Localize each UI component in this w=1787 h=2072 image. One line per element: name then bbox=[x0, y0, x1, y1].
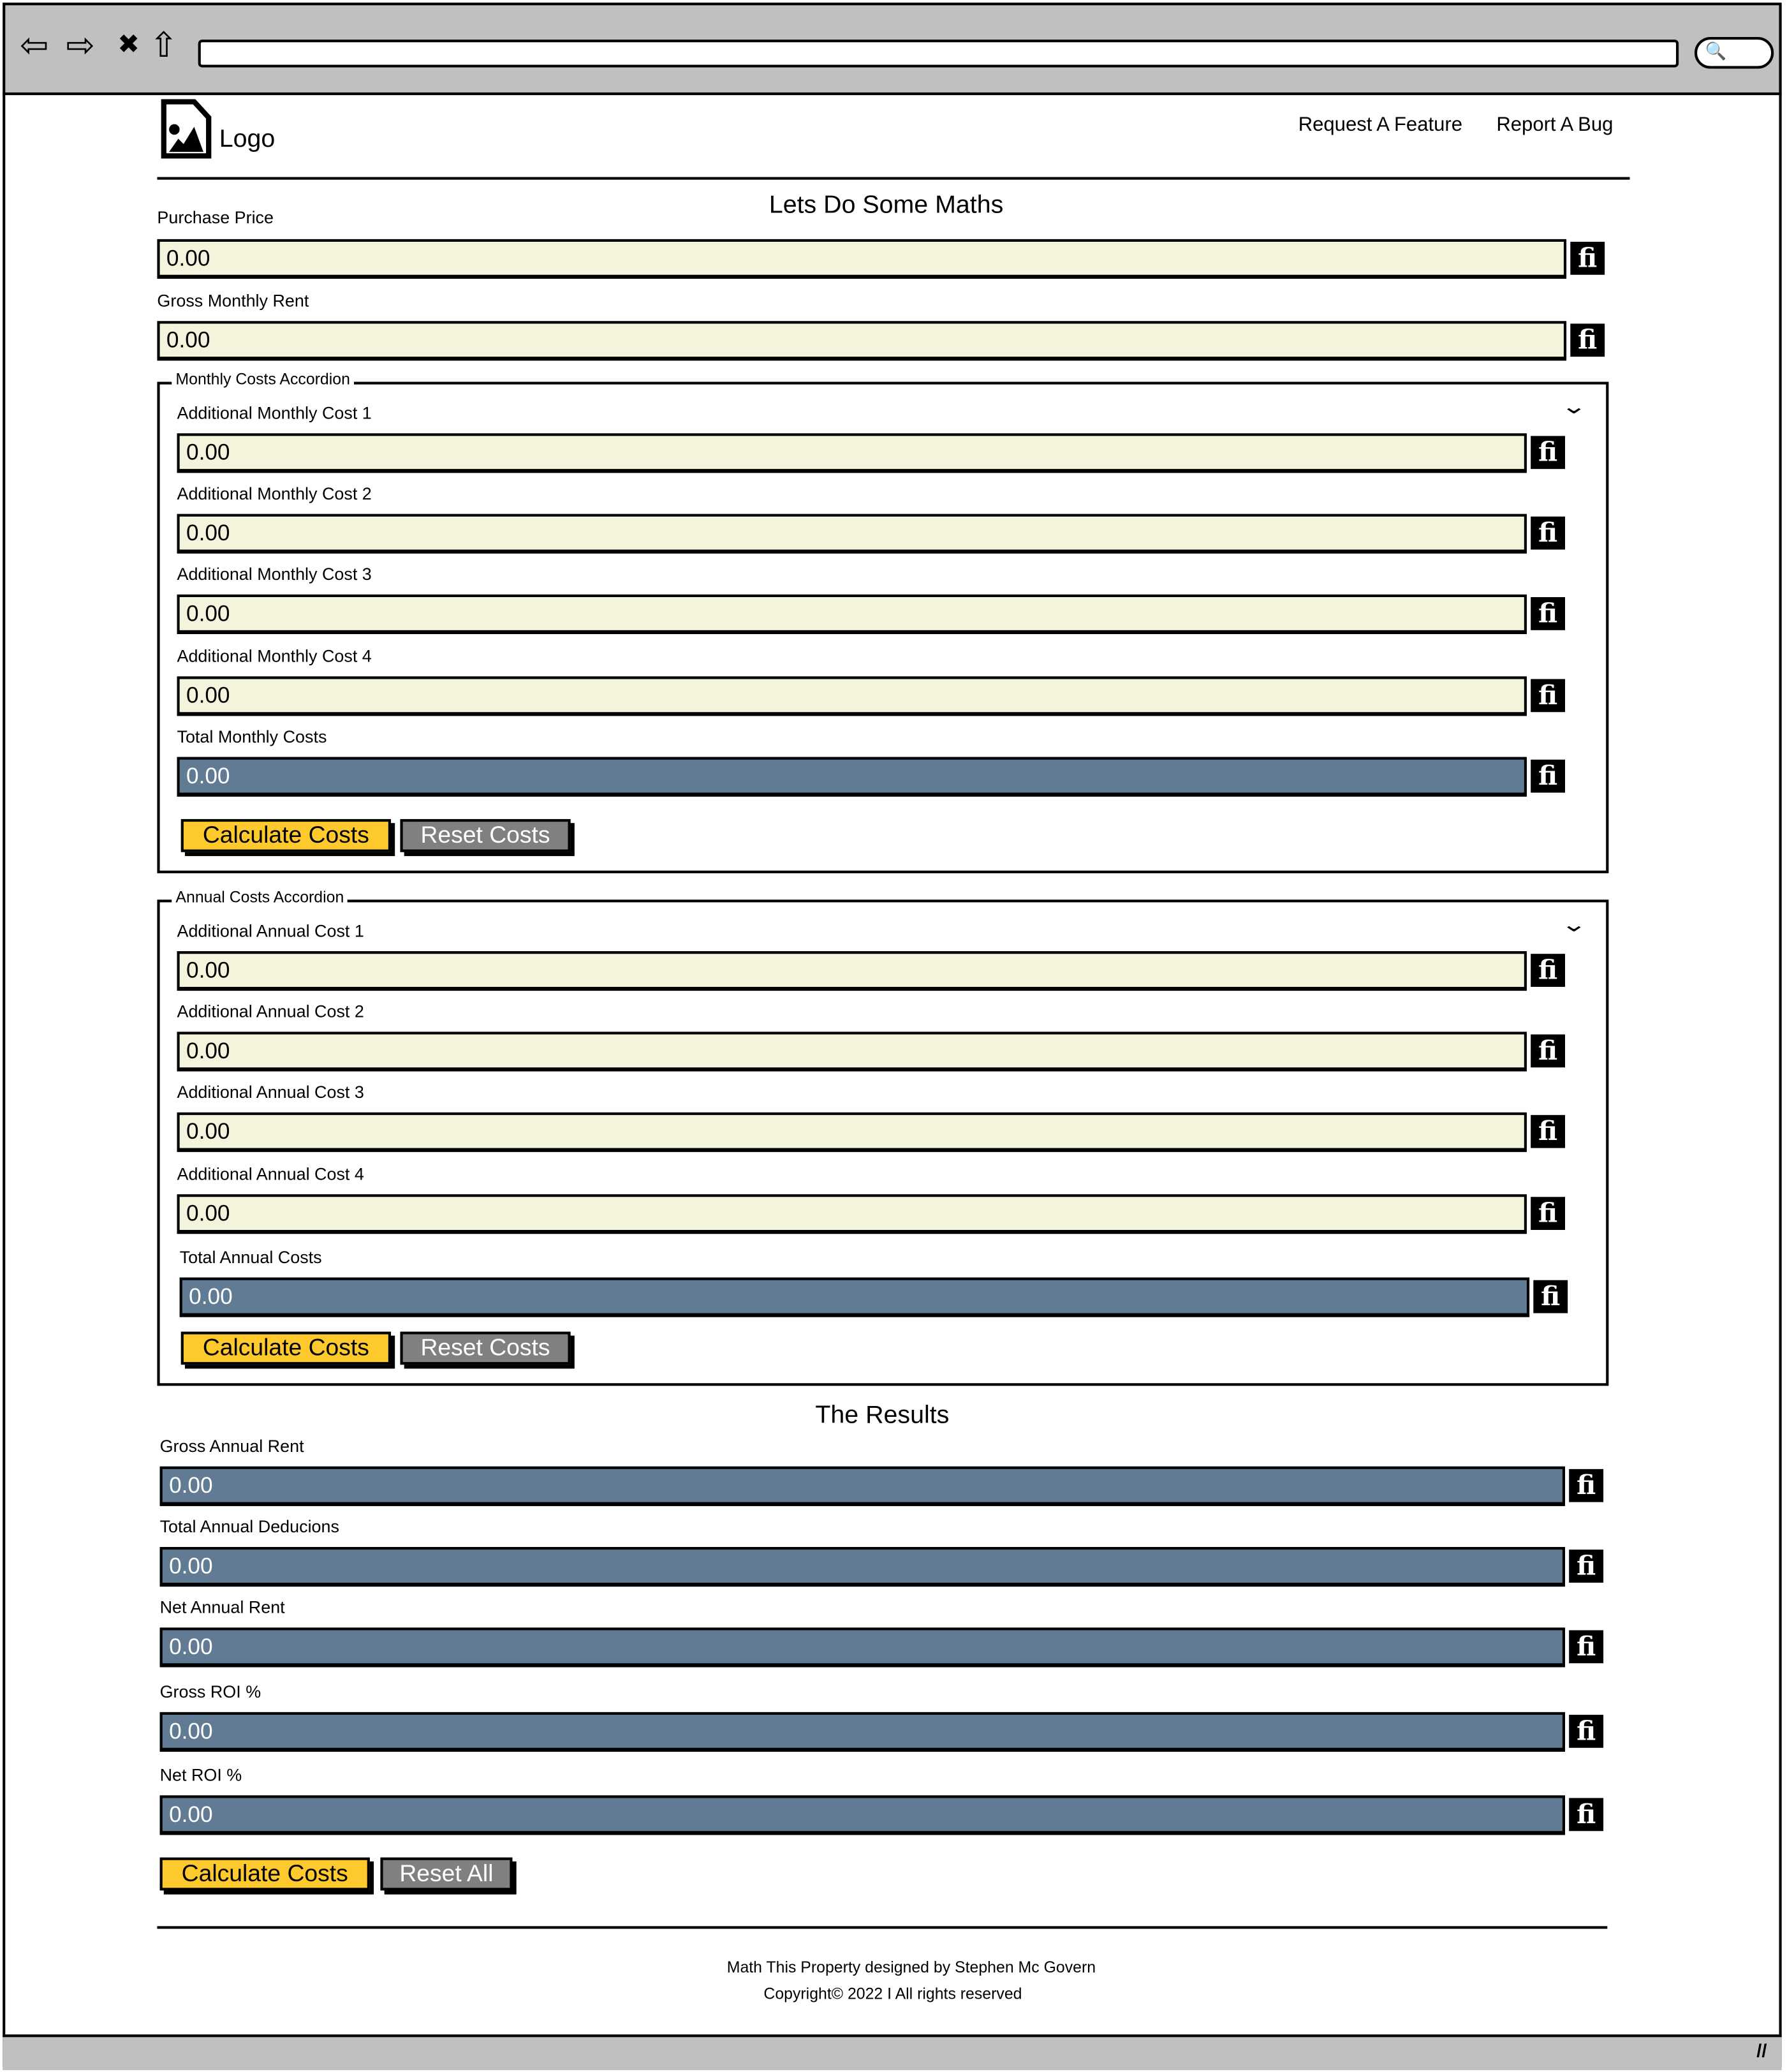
search-box[interactable] bbox=[1695, 37, 1774, 69]
field-label: Total Annual Costs bbox=[179, 1247, 322, 1267]
field-label: Additional Annual Cost 2 bbox=[177, 1001, 364, 1021]
info-icon[interactable]: fi bbox=[1531, 679, 1565, 712]
info-icon[interactable]: fi bbox=[1533, 1280, 1568, 1314]
field-label: Total Monthly Costs bbox=[177, 726, 327, 747]
output-field[interactable]: 0.00 bbox=[180, 1278, 1529, 1317]
forward-icon[interactable]: ⇨ bbox=[66, 25, 95, 65]
field-label: Purchase Price bbox=[157, 207, 274, 228]
output-field[interactable]: 0.00 bbox=[160, 1547, 1565, 1587]
field-label: Total Annual Deducions bbox=[159, 1516, 339, 1537]
resize-handle-icon[interactable]: // bbox=[1756, 2039, 1767, 2061]
page-title: Lets Do Some Maths bbox=[768, 191, 1004, 219]
chevron-down-icon[interactable]: ⌄ bbox=[1561, 396, 1587, 419]
search-icon: 🔍 bbox=[1705, 41, 1727, 61]
footer-credit: Math This Property designed by Stephen Mc Govern bbox=[726, 1958, 1096, 1977]
info-icon[interactable]: fi bbox=[1569, 1630, 1603, 1663]
info-icon[interactable]: fi bbox=[1570, 323, 1605, 357]
info-icon[interactable]: fi bbox=[1531, 436, 1565, 469]
info-icon[interactable]: fi bbox=[1569, 1469, 1603, 1502]
calculate-results-button[interactable]: Calculate Costs bbox=[160, 1858, 370, 1891]
chevron-down-icon[interactable]: ⌄ bbox=[1561, 914, 1587, 937]
info-icon[interactable]: fi bbox=[1531, 954, 1565, 987]
report-bug-link[interactable]: Report A Bug bbox=[1496, 114, 1614, 137]
info-icon[interactable]: fi bbox=[1569, 1798, 1603, 1831]
field-label: Gross Annual Rent bbox=[159, 1436, 304, 1456]
info-icon[interactable]: fi bbox=[1569, 1550, 1603, 1583]
field-label: Additional Monthly Cost 2 bbox=[177, 483, 372, 504]
field-label: Additional Annual Cost 4 bbox=[177, 1164, 364, 1184]
calculate-annual-costs-button[interactable]: Calculate Costs bbox=[181, 1331, 391, 1365]
output-field[interactable]: 0.00 bbox=[160, 1627, 1565, 1667]
input-field[interactable]: 0.00 bbox=[157, 239, 1566, 279]
info-icon[interactable]: fi bbox=[1531, 760, 1565, 793]
status-bar bbox=[3, 2034, 1782, 2070]
field-label: Additional Annual Cost 1 bbox=[177, 921, 364, 941]
input-field[interactable]: 0.00 bbox=[177, 1032, 1527, 1071]
stop-icon[interactable]: ✖ bbox=[117, 30, 140, 60]
info-icon[interactable]: fi bbox=[1570, 242, 1605, 275]
info-icon[interactable]: fi bbox=[1531, 597, 1565, 630]
results-title: The Results bbox=[815, 1402, 950, 1430]
reset-all-button[interactable]: Reset All bbox=[380, 1858, 512, 1891]
output-field[interactable]: 0.00 bbox=[177, 757, 1527, 797]
reset-annual-costs-button[interactable]: Reset Costs bbox=[400, 1331, 570, 1365]
input-field[interactable]: 0.00 bbox=[177, 676, 1527, 716]
field-label: Additional Monthly Cost 1 bbox=[177, 403, 372, 423]
field-label: Additional Monthly Cost 4 bbox=[177, 646, 372, 666]
logo-image-icon bbox=[160, 99, 213, 159]
header-divider bbox=[157, 177, 1629, 180]
info-icon[interactable]: fi bbox=[1531, 1035, 1565, 1068]
url-bar[interactable] bbox=[198, 40, 1679, 67]
field-label: Net Annual Rent bbox=[159, 1597, 285, 1617]
output-field[interactable]: 0.00 bbox=[160, 1467, 1565, 1506]
input-field[interactable]: 0.00 bbox=[177, 1113, 1527, 1152]
field-label: Net ROI % bbox=[159, 1765, 242, 1785]
input-field[interactable]: 0.00 bbox=[177, 433, 1527, 473]
info-icon[interactable]: fi bbox=[1531, 1197, 1565, 1230]
input-field[interactable]: 0.00 bbox=[177, 595, 1527, 634]
input-field[interactable]: 0.00 bbox=[157, 321, 1566, 360]
field-label: Additional Monthly Cost 3 bbox=[177, 564, 372, 584]
footer-copyright: Copyright© 2022 I All rights reserved bbox=[763, 1984, 1022, 2003]
field-label: Additional Annual Cost 3 bbox=[177, 1082, 364, 1102]
reset-monthly-costs-button[interactable]: Reset Costs bbox=[400, 819, 570, 852]
info-icon[interactable]: fi bbox=[1531, 1115, 1565, 1148]
field-label: Gross ROI % bbox=[159, 1682, 261, 1702]
input-field[interactable]: 0.00 bbox=[177, 514, 1527, 554]
input-field[interactable]: 0.00 bbox=[177, 1194, 1527, 1234]
input-field[interactable]: 0.00 bbox=[177, 951, 1527, 991]
back-icon[interactable]: ⇦ bbox=[20, 25, 49, 65]
monthly-accordion-legend[interactable]: Monthly Costs Accordion bbox=[172, 370, 354, 389]
info-icon[interactable]: fi bbox=[1569, 1715, 1603, 1748]
annual-accordion-legend[interactable]: Annual Costs Accordion bbox=[172, 888, 348, 907]
logo-text: Logo bbox=[219, 125, 276, 154]
home-icon[interactable]: ⇧ bbox=[149, 25, 179, 65]
output-field[interactable]: 0.00 bbox=[160, 1795, 1565, 1835]
field-label: Gross Monthly Rent bbox=[157, 290, 309, 311]
calculate-monthly-costs-button[interactable]: Calculate Costs bbox=[181, 819, 391, 852]
footer-divider bbox=[157, 1926, 1607, 1928]
request-feature-link[interactable]: Request A Feature bbox=[1298, 114, 1463, 137]
info-icon[interactable]: fi bbox=[1531, 517, 1565, 550]
output-field[interactable]: 0.00 bbox=[160, 1712, 1565, 1752]
